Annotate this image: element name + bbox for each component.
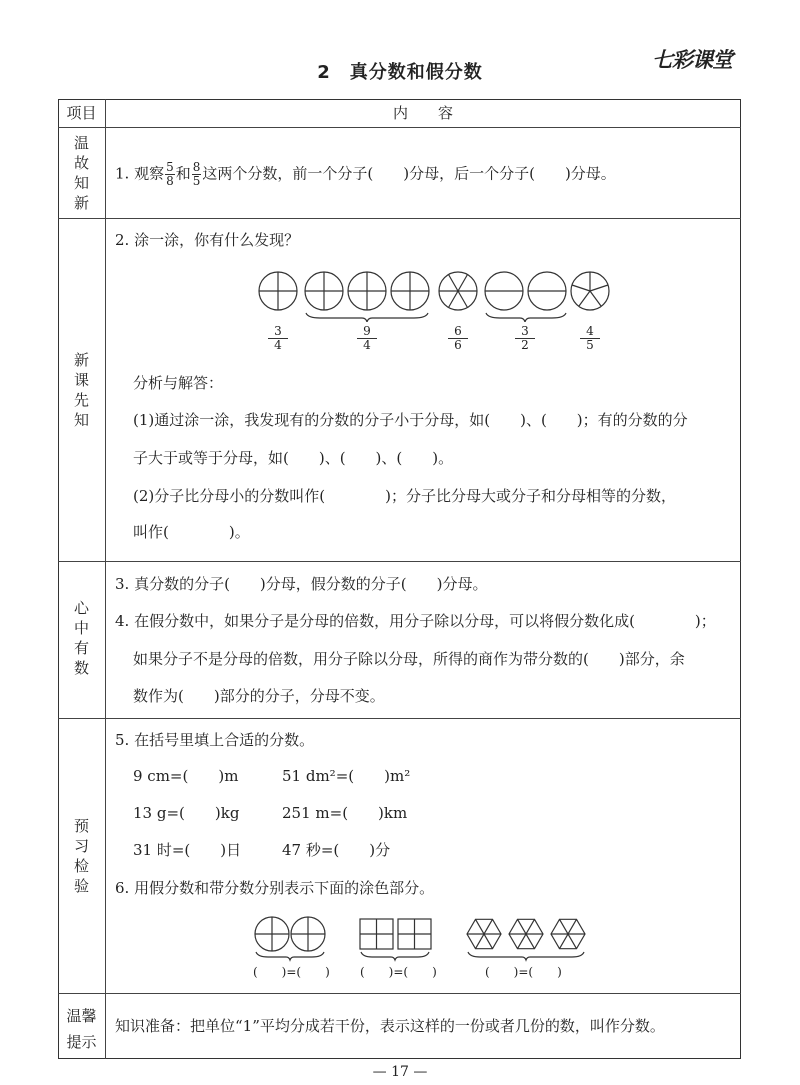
fraction-label: 3 4 xyxy=(268,325,288,352)
conversion-item: 251 m=( )km xyxy=(282,804,408,822)
circle-diagram xyxy=(250,262,610,322)
shaded-figures xyxy=(250,912,600,962)
tip-text: 知识准备：把单位“1”平均分成若干份，表示这样的一份或者几份的数，叫作分数。 xyxy=(115,1017,665,1035)
answer-blank: ( )=( ) xyxy=(360,965,437,979)
answer-blank: ( )=( ) xyxy=(485,965,562,979)
brand-logo: 七彩课堂 xyxy=(652,48,732,72)
fraction-label: 9 4 xyxy=(357,325,377,352)
analysis-heading: 分析与解答： xyxy=(133,374,224,392)
analysis-line: 叫作( )。 xyxy=(133,523,250,541)
column-divider xyxy=(105,99,106,1059)
fraction-label: 3 2 xyxy=(515,325,535,352)
question-2: 2. 涂一涂，你有什么发现？ xyxy=(115,231,300,249)
column-header-item: 项目 xyxy=(66,104,97,122)
row-label-review: 温 故 知 新 xyxy=(73,134,89,212)
question-1: 1. 观察 $\frac{5}{8}$ 和 $\frac{8}{5}$ 这两个分数，前一个分子( )分母，后一个分子( )分母。 xyxy=(115,160,616,188)
question-6: 6. 用假分数和带分数分别表示下面的涂色部分。 xyxy=(115,879,435,897)
row-label-tip: 温馨 提示 xyxy=(66,1007,97,1051)
page-title: 2 真分数和假分数 xyxy=(317,62,483,83)
answer-blank: ( )=( ) xyxy=(253,965,330,979)
conversion-item: 47 秒=( )分 xyxy=(282,841,391,859)
conversion-item: 51 dm²=( )m² xyxy=(282,767,411,785)
conversion-item: 9 cm=( )m xyxy=(133,767,239,785)
conversion-item: 31 时=( )日 xyxy=(133,841,242,859)
row-label-new-lesson: 新 课 先 知 xyxy=(73,351,89,429)
fraction-label: 6 6 xyxy=(448,325,468,352)
question-4-line: 如果分子不是分母的倍数，用分子除以分母，所得的商作为带分数的( )部分，余 xyxy=(133,650,685,668)
question-5: 5. 在括号里填上合适的分数。 xyxy=(115,731,315,749)
row-divider xyxy=(58,718,741,719)
fraction-label: 4 5 xyxy=(580,325,600,352)
column-header-content: 内 容 xyxy=(392,104,453,122)
fraction-8-5: $\frac{8}{5}$ xyxy=(192,160,201,188)
row-divider xyxy=(58,561,741,562)
row-label-check: 预 习 检 验 xyxy=(73,817,89,895)
analysis-line: 子大于或等于分母，如( )、( )、( )。 xyxy=(133,449,454,467)
row-divider xyxy=(58,993,741,994)
conversion-item: 13 g=( )kg xyxy=(133,804,240,822)
analysis-line: (2)分子比分母小的分数叫作( )；分子比分母大或分子和分母相等的分数， xyxy=(133,487,676,505)
question-4: 4. 在假分数中，如果分子是分母的倍数，用分子除以分母，可以将假分数化成( )； xyxy=(115,612,716,630)
row-divider xyxy=(58,127,741,128)
question-4-line: 数作为( )部分的分子，分母不变。 xyxy=(133,687,385,705)
analysis-line: (1)通过涂一涂，我发现有的分数的分子小于分母，如( )、( )；有的分数的分 xyxy=(133,411,688,429)
question-3: 3. 真分数的分子( )分母，假分数的分子( )分母。 xyxy=(115,575,488,593)
fraction-5-8: $\frac{5}{8}$ xyxy=(166,160,174,188)
row-divider xyxy=(58,218,741,219)
page-number: — 17 — xyxy=(372,1064,428,1080)
row-label-mind: 心 中 有 数 xyxy=(73,599,89,677)
